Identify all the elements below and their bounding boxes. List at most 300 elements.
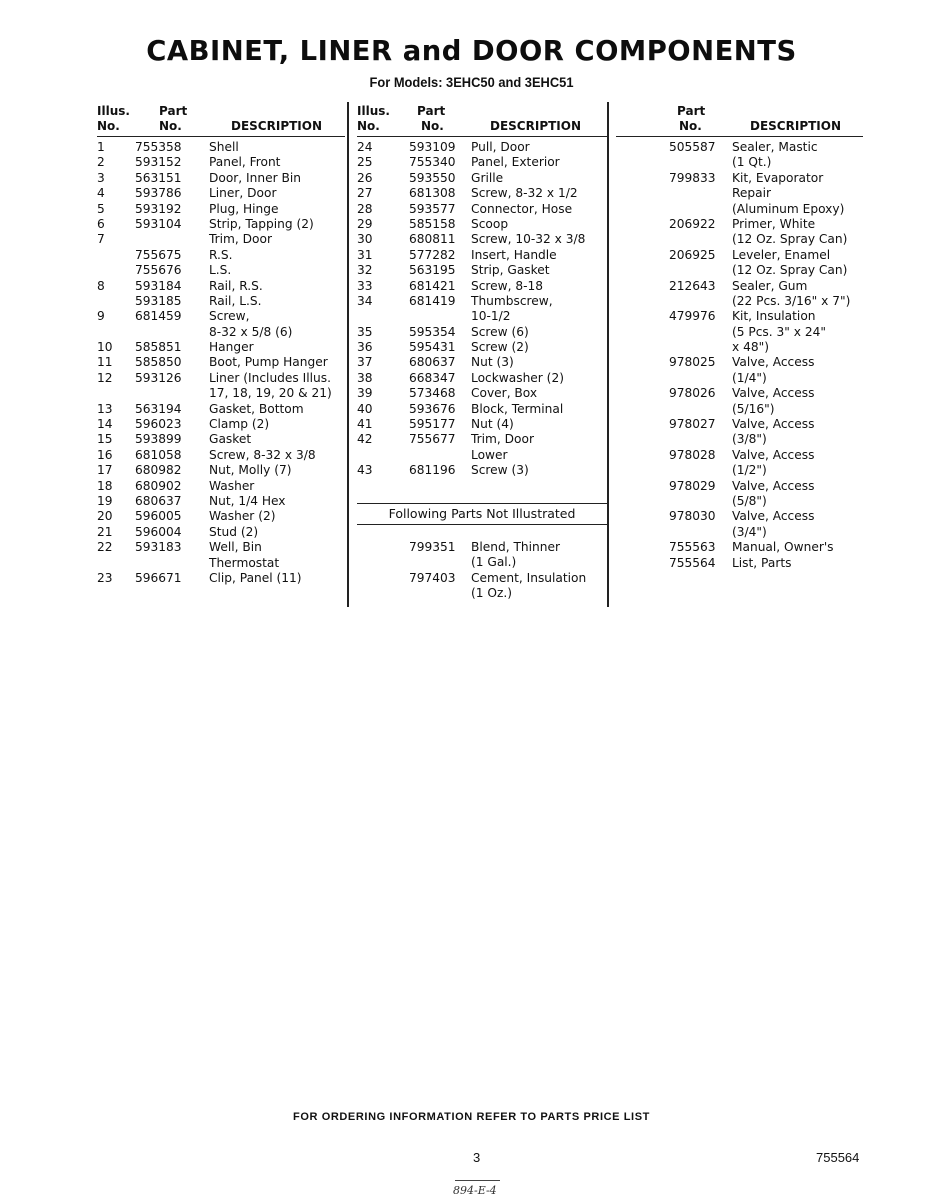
- not-illustrated-heading: Following Parts Not Illustrated: [357, 503, 607, 525]
- table-row: [616, 140, 863, 155]
- part-description: Nut (4): [471, 417, 514, 432]
- illus-number: 22: [97, 540, 113, 555]
- table-row: [616, 432, 863, 447]
- column-divider: [347, 102, 349, 607]
- part-number: 563195: [409, 263, 456, 278]
- part-description: Kit, Insulation: [732, 309, 816, 324]
- table-row: [357, 340, 607, 355]
- part-number: 978028: [669, 447, 716, 462]
- illus-number: 12: [97, 370, 113, 385]
- description-label: DESCRIPTION: [231, 119, 323, 133]
- table-row: [97, 371, 345, 386]
- table-row: [357, 232, 607, 247]
- table-row: [97, 279, 345, 294]
- part-label: Part: [677, 104, 706, 118]
- part-number: 681196: [409, 463, 456, 478]
- illus-number: 32: [357, 263, 373, 278]
- illus-number: 19: [97, 493, 113, 508]
- table-header: [97, 102, 345, 137]
- part-number: 573468: [409, 386, 456, 401]
- illus-number: 18: [97, 478, 113, 493]
- part-number: 593184: [135, 278, 182, 293]
- illus-number: 31: [357, 247, 373, 262]
- illus-number: 24: [357, 140, 373, 154]
- part-number: 978027: [669, 417, 716, 432]
- table-row: [97, 556, 345, 571]
- illus-number: 3: [97, 170, 105, 185]
- part-number: 681421: [409, 278, 456, 293]
- table-row: [616, 355, 863, 370]
- illus-number: 41: [357, 417, 373, 432]
- illus-number: 25: [357, 155, 373, 170]
- illus-number: 11: [97, 355, 113, 370]
- part-number: 593676: [409, 401, 456, 416]
- part-number: 681419: [409, 293, 456, 308]
- part-number: 680811: [409, 232, 456, 247]
- part-number: 563194: [135, 401, 182, 416]
- part-description: Clamp (2): [209, 417, 270, 432]
- part-number: 596005: [135, 509, 182, 524]
- table-row: [97, 202, 345, 217]
- part-number: 479976: [669, 309, 716, 324]
- part-description: Primer, White: [732, 216, 816, 231]
- part-number: 978029: [669, 478, 716, 493]
- table-row: [357, 463, 607, 478]
- illus-number: 15: [97, 432, 113, 447]
- part-description: Liner (Includes Illus.: [209, 370, 331, 385]
- part-number: 799833: [669, 170, 716, 185]
- illus-number: 26: [357, 170, 373, 185]
- table-row: [357, 140, 607, 155]
- part-number: 505587: [669, 140, 716, 154]
- part-description: (5/8"): [732, 493, 767, 508]
- part-description: Strip, Tapping (2): [209, 216, 314, 231]
- part-number: 596023: [135, 417, 182, 432]
- part-description: Valve, Access: [732, 386, 815, 401]
- part-number: 206922: [669, 216, 716, 231]
- part-number: 577282: [409, 247, 456, 262]
- part-description: Panel, Front: [209, 155, 281, 170]
- table-row: [357, 555, 607, 570]
- table-row: [97, 186, 345, 201]
- table-row: [97, 463, 345, 478]
- table-row: [97, 140, 345, 155]
- table-row: [357, 355, 607, 370]
- part-description: Nut, Molly (7): [209, 463, 292, 478]
- part-number: 681058: [135, 447, 182, 462]
- table-header: [616, 102, 863, 137]
- part-number: 680637: [409, 355, 456, 370]
- table-row: [616, 248, 863, 263]
- table-row: [357, 279, 607, 294]
- part-number: 680982: [135, 463, 182, 478]
- part-description: Screw,: [209, 309, 250, 324]
- part-description: (12 Oz. Spray Can): [732, 263, 848, 278]
- part-description: Liner, Door: [209, 186, 277, 201]
- illus-number: 38: [357, 370, 373, 385]
- table-row: [97, 386, 345, 401]
- table-row: [357, 417, 607, 432]
- table-row: [616, 371, 863, 386]
- part-number: 668347: [409, 370, 456, 385]
- part-description: 10-1/2: [471, 309, 511, 324]
- part-description: (5/16"): [732, 401, 775, 416]
- illus-number: 7: [97, 232, 105, 247]
- part-description: Gasket: [209, 432, 252, 447]
- table-row: [616, 263, 863, 278]
- illus-number: 5: [97, 201, 105, 216]
- part-description: Well, Bin: [209, 540, 262, 555]
- part-description: Cement, Insulation: [471, 570, 587, 585]
- part-description: 8-32 x 5/8 (6): [209, 324, 293, 339]
- part-description: Rail, L.S.: [209, 293, 262, 308]
- part-description: Screw (6): [471, 324, 529, 339]
- table-row: [616, 186, 863, 201]
- part-number: 212643: [669, 278, 716, 293]
- illus-number: 23: [97, 570, 113, 585]
- table-row: [97, 155, 345, 170]
- table-row: [97, 571, 345, 586]
- table-row: [357, 540, 607, 555]
- illus-number: 1: [97, 140, 105, 154]
- part-description: Kit, Evaporator: [732, 170, 824, 185]
- part-number: 593185: [135, 293, 182, 308]
- column-divider: [607, 102, 609, 607]
- illus-number: 27: [357, 186, 373, 201]
- part-number: 978026: [669, 386, 716, 401]
- table-row: [97, 309, 345, 324]
- part-description: Trim, Door: [209, 232, 272, 247]
- illus-number: 29: [357, 216, 373, 231]
- table-row: [357, 586, 607, 601]
- part-description: (1 Oz.): [471, 586, 513, 601]
- part-description: Shell: [209, 140, 239, 154]
- part-description: Valve, Access: [732, 355, 815, 370]
- part-description: (22 Pcs. 3/16" x 7"): [732, 293, 851, 308]
- table-row: [616, 402, 863, 417]
- part-number: 585851: [135, 340, 182, 355]
- table-row: [357, 263, 607, 278]
- part-number: 593104: [135, 216, 182, 231]
- part-number: 755563: [669, 540, 716, 555]
- part-description: Lower: [471, 447, 508, 462]
- table-body: [616, 137, 863, 571]
- illus-number: 20: [97, 509, 113, 524]
- part-number: 585850: [135, 355, 182, 370]
- part-number: 797403: [409, 570, 456, 585]
- part-description: Nut, 1/4 Hex: [209, 493, 286, 508]
- part-number: 593126: [135, 370, 182, 385]
- table-row: [97, 217, 345, 232]
- part-no-label: No.: [679, 119, 702, 133]
- part-description: Rail, R.S.: [209, 278, 263, 293]
- table-row: [616, 309, 863, 324]
- table-row: [97, 232, 345, 247]
- part-description: Clip, Panel (11): [209, 570, 302, 585]
- part-description: (1 Qt.): [732, 155, 772, 170]
- table-row: [616, 232, 863, 247]
- table-row: [616, 556, 863, 571]
- illus-label: Illus.: [97, 104, 130, 118]
- illus-number: 43: [357, 463, 373, 478]
- not-illustrated-list: [357, 540, 607, 602]
- table-row: [357, 402, 607, 417]
- illus-number: 16: [97, 447, 113, 462]
- part-description: Block, Terminal: [471, 401, 564, 416]
- table-row: [357, 186, 607, 201]
- part-description: Thumbscrew,: [471, 293, 553, 308]
- table-row: [357, 371, 607, 386]
- part-description: (1 Gal.): [471, 555, 517, 570]
- part-number: 755564: [669, 555, 716, 570]
- part-description: Screw (3): [471, 463, 529, 478]
- table-row: [616, 494, 863, 509]
- table-row: [357, 309, 607, 324]
- part-description: (Aluminum Epoxy): [732, 201, 845, 216]
- part-number: 755358: [135, 140, 182, 154]
- part-description: R.S.: [209, 247, 233, 262]
- table-row: [616, 417, 863, 432]
- table-row: [616, 386, 863, 401]
- table-row: [97, 448, 345, 463]
- table-row: [97, 479, 345, 494]
- part-description: (1/4"): [732, 370, 767, 385]
- part-description: Plug, Hinge: [209, 201, 279, 216]
- part-description: Sealer, Gum: [732, 278, 808, 293]
- document-number: 755564: [816, 1150, 860, 1165]
- illus-number: 40: [357, 401, 373, 416]
- part-description: Insert, Handle: [471, 247, 557, 262]
- part-description: Door, Inner Bin: [209, 170, 301, 185]
- part-description: Sealer, Mastic: [732, 140, 818, 154]
- table-row: [97, 263, 345, 278]
- illus-number: 10: [97, 340, 113, 355]
- part-number: 593183: [135, 540, 182, 555]
- illus-number: 9: [97, 309, 105, 324]
- table-row: [616, 463, 863, 478]
- illus-number: 30: [357, 232, 373, 247]
- part-description: Valve, Access: [732, 478, 815, 493]
- table-row: [616, 202, 863, 217]
- part-no-label: No.: [421, 119, 444, 133]
- part-description: Thermostat: [209, 555, 280, 570]
- illus-number: 8: [97, 278, 105, 293]
- table-row: [97, 417, 345, 432]
- part-description: Nut (3): [471, 355, 514, 370]
- table-row: [97, 525, 345, 540]
- illus-number: 4: [97, 186, 105, 201]
- table-row: [357, 155, 607, 170]
- ordering-note: FOR ORDERING INFORMATION REFER TO PARTS PRICE LIST: [293, 1111, 650, 1123]
- part-number: 593550: [409, 170, 456, 185]
- part-description: Panel, Exterior: [471, 155, 560, 170]
- table-row: [357, 448, 607, 463]
- table-row: [616, 448, 863, 463]
- table-row: [616, 540, 863, 555]
- page-subtitle: For Models: 3EHC50 and 3EHC51: [369, 74, 574, 90]
- table-row: [97, 340, 345, 355]
- table-row: [97, 509, 345, 524]
- illus-number: 42: [357, 432, 373, 447]
- handwritten-underline: [455, 1180, 500, 1181]
- part-number: 595431: [409, 340, 456, 355]
- part-number: 593152: [135, 155, 182, 170]
- table-row: [616, 279, 863, 294]
- table-row: [97, 325, 345, 340]
- part-number: 755675: [135, 247, 182, 262]
- part-description: Strip, Gasket: [471, 263, 550, 278]
- part-description: Trim, Door: [471, 432, 534, 447]
- table-body: [357, 137, 607, 479]
- part-description: Hanger: [209, 340, 254, 355]
- table-row: [616, 294, 863, 309]
- illus-number: 13: [97, 401, 113, 416]
- illus-number: 36: [357, 340, 373, 355]
- part-number: 595177: [409, 417, 456, 432]
- part-number: 680637: [135, 493, 182, 508]
- part-label: Part: [159, 104, 188, 118]
- part-description: Repair: [732, 186, 772, 201]
- part-description: Valve, Access: [732, 417, 815, 432]
- table-row: [97, 540, 345, 555]
- illus-number: 2: [97, 155, 105, 170]
- page-number: 3: [473, 1150, 481, 1165]
- part-number: 595354: [409, 324, 456, 339]
- part-description: 17, 18, 19, 20 & 21): [209, 386, 332, 401]
- part-description: Leveler, Enamel: [732, 247, 831, 262]
- part-number: 755340: [409, 155, 456, 170]
- illus-label: Illus.: [357, 104, 390, 118]
- part-description: Gasket, Bottom: [209, 401, 304, 416]
- part-description: Connector, Hose: [471, 201, 573, 216]
- part-description: Scoop: [471, 216, 509, 231]
- table-row: [616, 525, 863, 540]
- part-number: 978030: [669, 509, 716, 524]
- illus-number: 14: [97, 417, 113, 432]
- table-row: [616, 340, 863, 355]
- illus-number: 35: [357, 324, 373, 339]
- part-description: Lockwasher (2): [471, 370, 564, 385]
- part-description: Screw, 8-18: [471, 278, 544, 293]
- part-description: Manual, Owner's: [732, 540, 834, 555]
- part-number: 978025: [669, 355, 716, 370]
- illus-number: 33: [357, 278, 373, 293]
- illus-no-label: No.: [97, 119, 120, 133]
- part-description: x 48"): [732, 340, 769, 355]
- parts-table-2: [357, 102, 607, 479]
- part-description: (5 Pcs. 3" x 24": [732, 324, 826, 339]
- description-label: DESCRIPTION: [490, 119, 582, 133]
- part-description: L.S.: [209, 263, 232, 278]
- part-description: (3/4"): [732, 524, 767, 539]
- part-label: Part: [417, 104, 446, 118]
- table-row: [616, 171, 863, 186]
- part-description: Screw, 8-32 x 1/2: [471, 186, 578, 201]
- part-number: 680902: [135, 478, 182, 493]
- part-number: 593109: [409, 140, 456, 154]
- description-label: DESCRIPTION: [750, 119, 842, 133]
- part-number: 755676: [135, 263, 182, 278]
- part-number: 593192: [135, 201, 182, 216]
- part-no-label: No.: [159, 119, 182, 133]
- table-row: [616, 325, 863, 340]
- table-row: [616, 479, 863, 494]
- illus-number: 17: [97, 463, 113, 478]
- part-description: Washer: [209, 478, 255, 493]
- part-description: Stud (2): [209, 524, 259, 539]
- parts-table-1: [97, 102, 345, 586]
- part-description: Grille: [471, 170, 504, 185]
- table-header: [357, 102, 607, 137]
- table-row: [357, 202, 607, 217]
- illus-number: 39: [357, 386, 373, 401]
- part-description: Screw, 8-32 x 3/8: [209, 447, 316, 462]
- table-row: [357, 217, 607, 232]
- illus-number: 34: [357, 293, 373, 308]
- part-description: Valve, Access: [732, 509, 815, 524]
- part-number: 755677: [409, 432, 456, 447]
- table-row: [357, 171, 607, 186]
- part-number: 681308: [409, 186, 456, 201]
- part-number: 681459: [135, 309, 182, 324]
- part-number: 563151: [135, 170, 182, 185]
- part-number: 799351: [409, 540, 456, 554]
- illus-number: 37: [357, 355, 373, 370]
- table-row: [97, 355, 345, 370]
- table-row: [357, 248, 607, 263]
- part-description: Washer (2): [209, 509, 276, 524]
- part-description: (12 Oz. Spray Can): [732, 232, 848, 247]
- part-description: Boot, Pump Hanger: [209, 355, 328, 370]
- part-description: Screw (2): [471, 340, 529, 355]
- part-number: 585158: [409, 216, 456, 231]
- table-body: [97, 137, 345, 586]
- illus-number: 28: [357, 201, 373, 216]
- table-row: [357, 571, 607, 586]
- part-number: 593899: [135, 432, 182, 447]
- part-description: (3/8"): [732, 432, 767, 447]
- table-row: [357, 294, 607, 309]
- table-row: [616, 217, 863, 232]
- table-row: [357, 432, 607, 447]
- illus-number: 21: [97, 524, 113, 539]
- part-description: Pull, Door: [471, 140, 530, 154]
- table-row: [616, 509, 863, 524]
- illus-number: 6: [97, 216, 105, 231]
- page-title: CABINET, LINER and DOOR COMPONENTS: [146, 34, 797, 67]
- table-row: [97, 402, 345, 417]
- part-description: Blend, Thinner: [471, 540, 560, 554]
- part-number: 596004: [135, 524, 182, 539]
- part-number: 593577: [409, 201, 456, 216]
- table-row: [97, 248, 345, 263]
- parts-table-3: [616, 102, 863, 571]
- part-number: 596671: [135, 570, 182, 585]
- handwritten-note: 894-E-4: [453, 1184, 497, 1197]
- part-number: 593786: [135, 186, 182, 201]
- part-description: (1/2"): [732, 463, 767, 478]
- part-description: Screw, 10-32 x 3/8: [471, 232, 586, 247]
- table-row: [97, 171, 345, 186]
- table-row: [97, 494, 345, 509]
- table-row: [97, 294, 345, 309]
- table-row: [357, 325, 607, 340]
- part-description: Cover, Box: [471, 386, 538, 401]
- part-description: List, Parts: [732, 555, 792, 570]
- part-description: Valve, Access: [732, 447, 815, 462]
- table-row: [97, 432, 345, 447]
- part-number: 206925: [669, 247, 716, 262]
